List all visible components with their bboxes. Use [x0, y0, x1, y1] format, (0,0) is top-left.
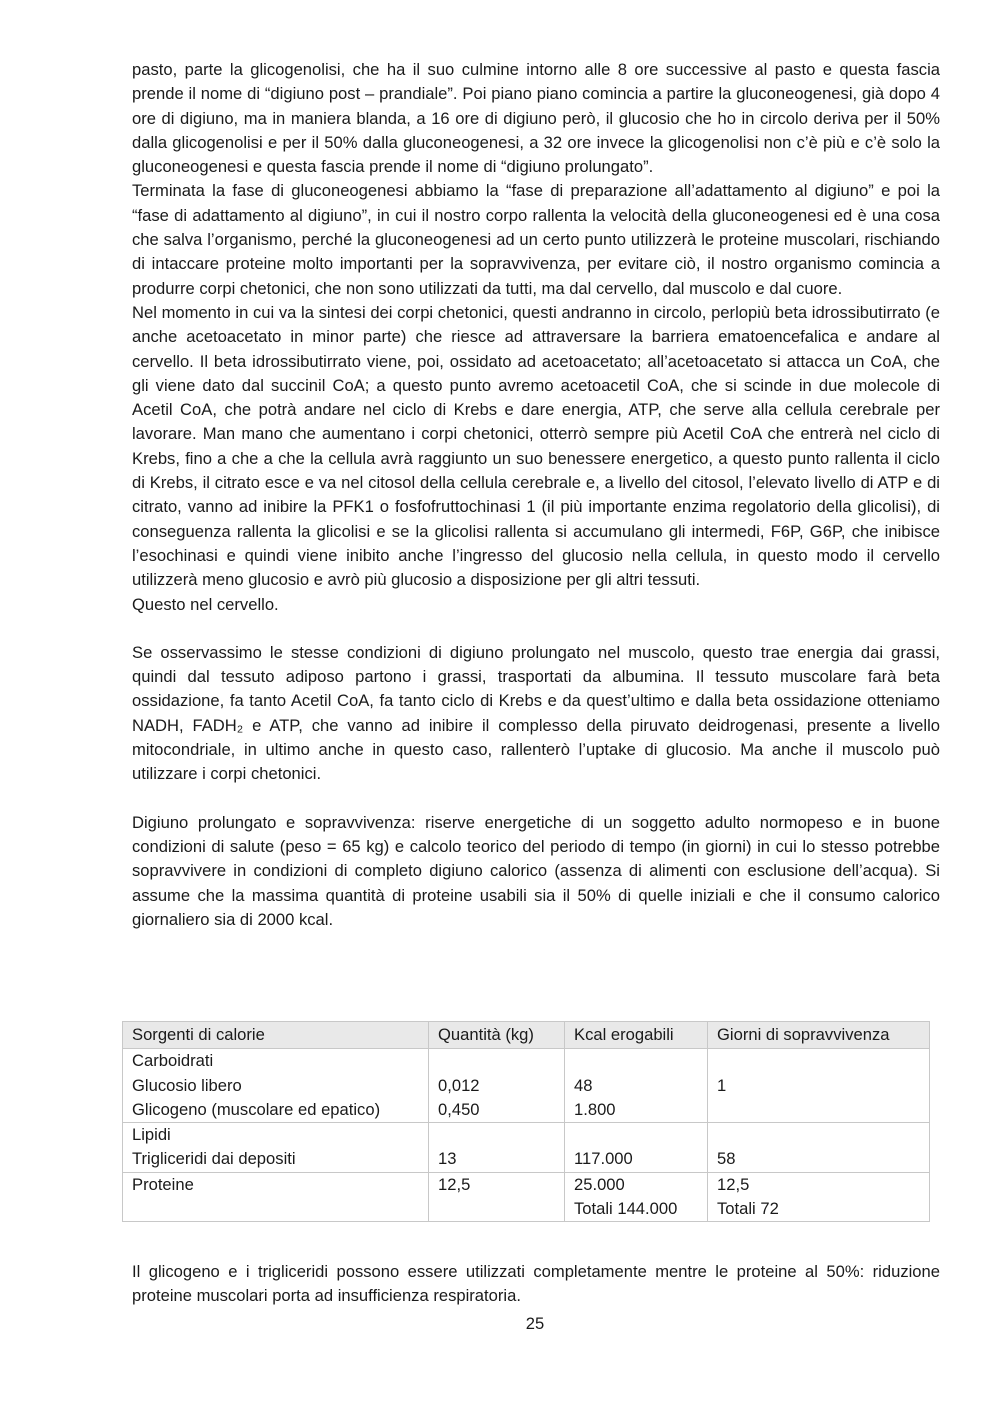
cell-line	[717, 1098, 920, 1122]
cell-sources	[123, 1172, 429, 1222]
cell-days	[708, 1172, 930, 1222]
cell-line: 12,5	[717, 1174, 750, 1194]
cell-quantity	[429, 1049, 565, 1123]
cell-line	[717, 1123, 920, 1147]
paragraph-adaptation: Terminata la fase di gluconeogenesi abbiamo la “fase di preparazione all’adattamento al digiuno” e poi la “fase di adattamento al digiuno”, in cui il nostro corpo rallenta la velocità della gluconeogenesi ed è una cosa che salva l’organismo, perché la gluconeogenesi ad un certo punto utilizzerà le proteine muscolari, rischiando di intaccare proteine molto importanti per la sopravvivenza, per evitare ciò, il nostro organismo comincia a produrre corpi chetonici, che non sono utilizzati da tutti, ma dal cervello, dal muscolo e dal cuore.	[132, 181, 940, 298]
cell-line: 58	[717, 1149, 736, 1169]
document-body	[132, 58, 940, 932]
cell-line	[438, 1197, 555, 1221]
cell-line: 25.000	[574, 1174, 625, 1194]
cell-line: 0,450	[438, 1099, 480, 1119]
table-row	[123, 1123, 930, 1173]
cell-days	[708, 1049, 930, 1123]
page-number: 25	[525, 1314, 545, 1333]
paragraph-muscle: Se osservassimo le stesse condizioni di digiuno prolungato nel muscolo, questo trae energia dai grassi, quindi dal tessuto adiposo partono i grassi, trasportati da albumina. Il tessuto muscolare farà beta ossidazione, fa tanto Acetil CoA, fa tanto ciclo di Krebs e da quest’ultimo e dalla beta ossidazione otteniamo NADH, FADH₂ e ATP, che vanno ad inibire il complesso della piruvato deidrogenasi, presente a livello mitocondriale, in ultimo anche in questo caso, rallenterò l’uptake di glucosio. Ma anche il muscolo può utilizzare i corpi chetonici.	[132, 642, 940, 784]
cell-line: 117.000	[574, 1149, 633, 1169]
paragraph-survival-intro: Digiuno prolungato e sopravvivenza: riserve energetiche di un soggetto adulto normopeso e in buone condizioni di salute (peso = 65 kg) e calcolo teorico del periodo di tempo (in giorni) in cui lo stesso potrebbe sopravvivere in condizioni di completo digiuno calorico (assenza di alimenti con esclusione dell’acqua). Si assume che la massima quantità di proteine usabili sia il 50% di quelle iniziali e che il consumo calorico giornaliero sia di 2000 kcal.	[132, 812, 940, 929]
cell-kcal	[565, 1172, 708, 1222]
paragraph-brain-summary: Questo nel cervello.	[132, 594, 279, 614]
cell-line	[132, 1197, 419, 1221]
cell-line: Totali 72	[717, 1199, 779, 1219]
cell-line: Trigliceridi dai depositi	[132, 1149, 296, 1169]
cell-line: 48	[574, 1075, 593, 1095]
paragraph-ketone-bodies-brain: Nel momento in cui va la sintesi dei corpi chetonici, questi andranno in circolo, perlopiù beta idrossibutirrato (e anche acetoacetato in minor parte) che riesce ad attraversare la barriera ematoencefalica e andare al cervello. Il beta idrossibutirrato viene, poi, ossidato ad acetoacetato; all’acetoacetato si attacca un CoA, che gli viene dato dal succinil CoA; a questo punto avremo acetoacetil CoA, che si scinde in due molecole di Acetil CoA, che potrà andare nel ciclo di Krebs e dare energia, ATP, che serve alla cellula cerebrale per lavorare. Man mano che aumentano i corpi chetonici, otterrò sempre più Acetil CoA che entrerà nel ciclo di Krebs, fino a che a che la cellula avrà raggiunto un suo benessere energetico, a questo punto rallenta il ciclo di Krebs, il citrato esce e va nel citosol della cellula cerebrale e, a livello del citosol, l’elevato livello di ATP e di citrato, vanno ad inibire la PFK1 o fosfofruttochinasi 1 (il più importante enzima regolatorio della glicolisi), di conseguenza rallenta la glicolisi e se la glicolisi rallenta si accumulano gli intermedi, F6P, G6P, che inibisce l’esochinasi e quindi viene inibito anche l’ingresso del glucosio nella cellula, in questo modo il cervello utilizzerà meno glucosio e avrò più glucosio a disposizione per gli altri tessuti.	[132, 302, 940, 590]
cell-line	[574, 1123, 698, 1147]
cell-line	[438, 1049, 555, 1073]
cell-line	[717, 1049, 920, 1073]
table-row	[123, 1049, 930, 1123]
header-quantity: Quantità (kg)	[429, 1022, 565, 1049]
header-days: Giorni di sopravvivenza	[708, 1022, 930, 1049]
cell-kcal	[565, 1123, 708, 1173]
cell-sources	[123, 1049, 429, 1123]
cell-days	[708, 1123, 930, 1173]
cell-line: Glicogeno (muscolare ed epatico)	[132, 1099, 381, 1119]
cell-line: 1	[717, 1075, 727, 1095]
cell-line: Totali 144.000	[574, 1199, 678, 1219]
cell-line	[438, 1123, 555, 1147]
cell-line: 1.800	[574, 1099, 616, 1119]
cell-quantity	[429, 1172, 565, 1222]
cell-kcal	[565, 1049, 708, 1123]
cell-line: Lipidi	[132, 1125, 171, 1145]
paragraph-fasting-phases: pasto, parte la glicogenolisi, che ha il suo culmine intorno alle 8 ore successive al pasto e questa fascia prende il nome di “digiuno post – prandiale”. Poi piano piano comincia a partire la gluconeogenesi, già dopo 4 ore di digiuno, ma in maniera blanda, a 16 ore di digiuno però, il glucosio che ho in circolo deriva per il 50% dalla glicogenolisi e per il 50% dalla gluconeogenesi, a 32 ore invece la glicogenolisi non c’è più e c’è solo la gluconeogenesi e questa fascia prende il nome di “digiuno prolungato”.	[132, 60, 940, 177]
cell-line: Proteine	[132, 1174, 194, 1194]
cell-line: Glucosio libero	[132, 1075, 242, 1095]
table-row	[123, 1172, 930, 1222]
header-kcal: Kcal erogabili	[565, 1022, 708, 1049]
cell-sources	[123, 1123, 429, 1173]
cell-line: 12,5	[438, 1174, 471, 1194]
calorie-sources-table	[122, 1021, 930, 1222]
cell-line: Carboidrati	[132, 1051, 214, 1071]
header-sources: Sorgenti di calorie	[123, 1022, 429, 1049]
table-header-row	[123, 1022, 930, 1049]
cell-quantity	[429, 1123, 565, 1173]
cell-line	[574, 1049, 698, 1073]
paragraph-closing: Il glicogeno e i trigliceridi possono essere utilizzati completamente mentre le proteine al 50%: riduzione proteine muscolari porta ad insufficienza respiratoria.	[132, 1261, 940, 1305]
cell-line: 13	[438, 1149, 457, 1169]
cell-line: 0,012	[438, 1075, 480, 1095]
